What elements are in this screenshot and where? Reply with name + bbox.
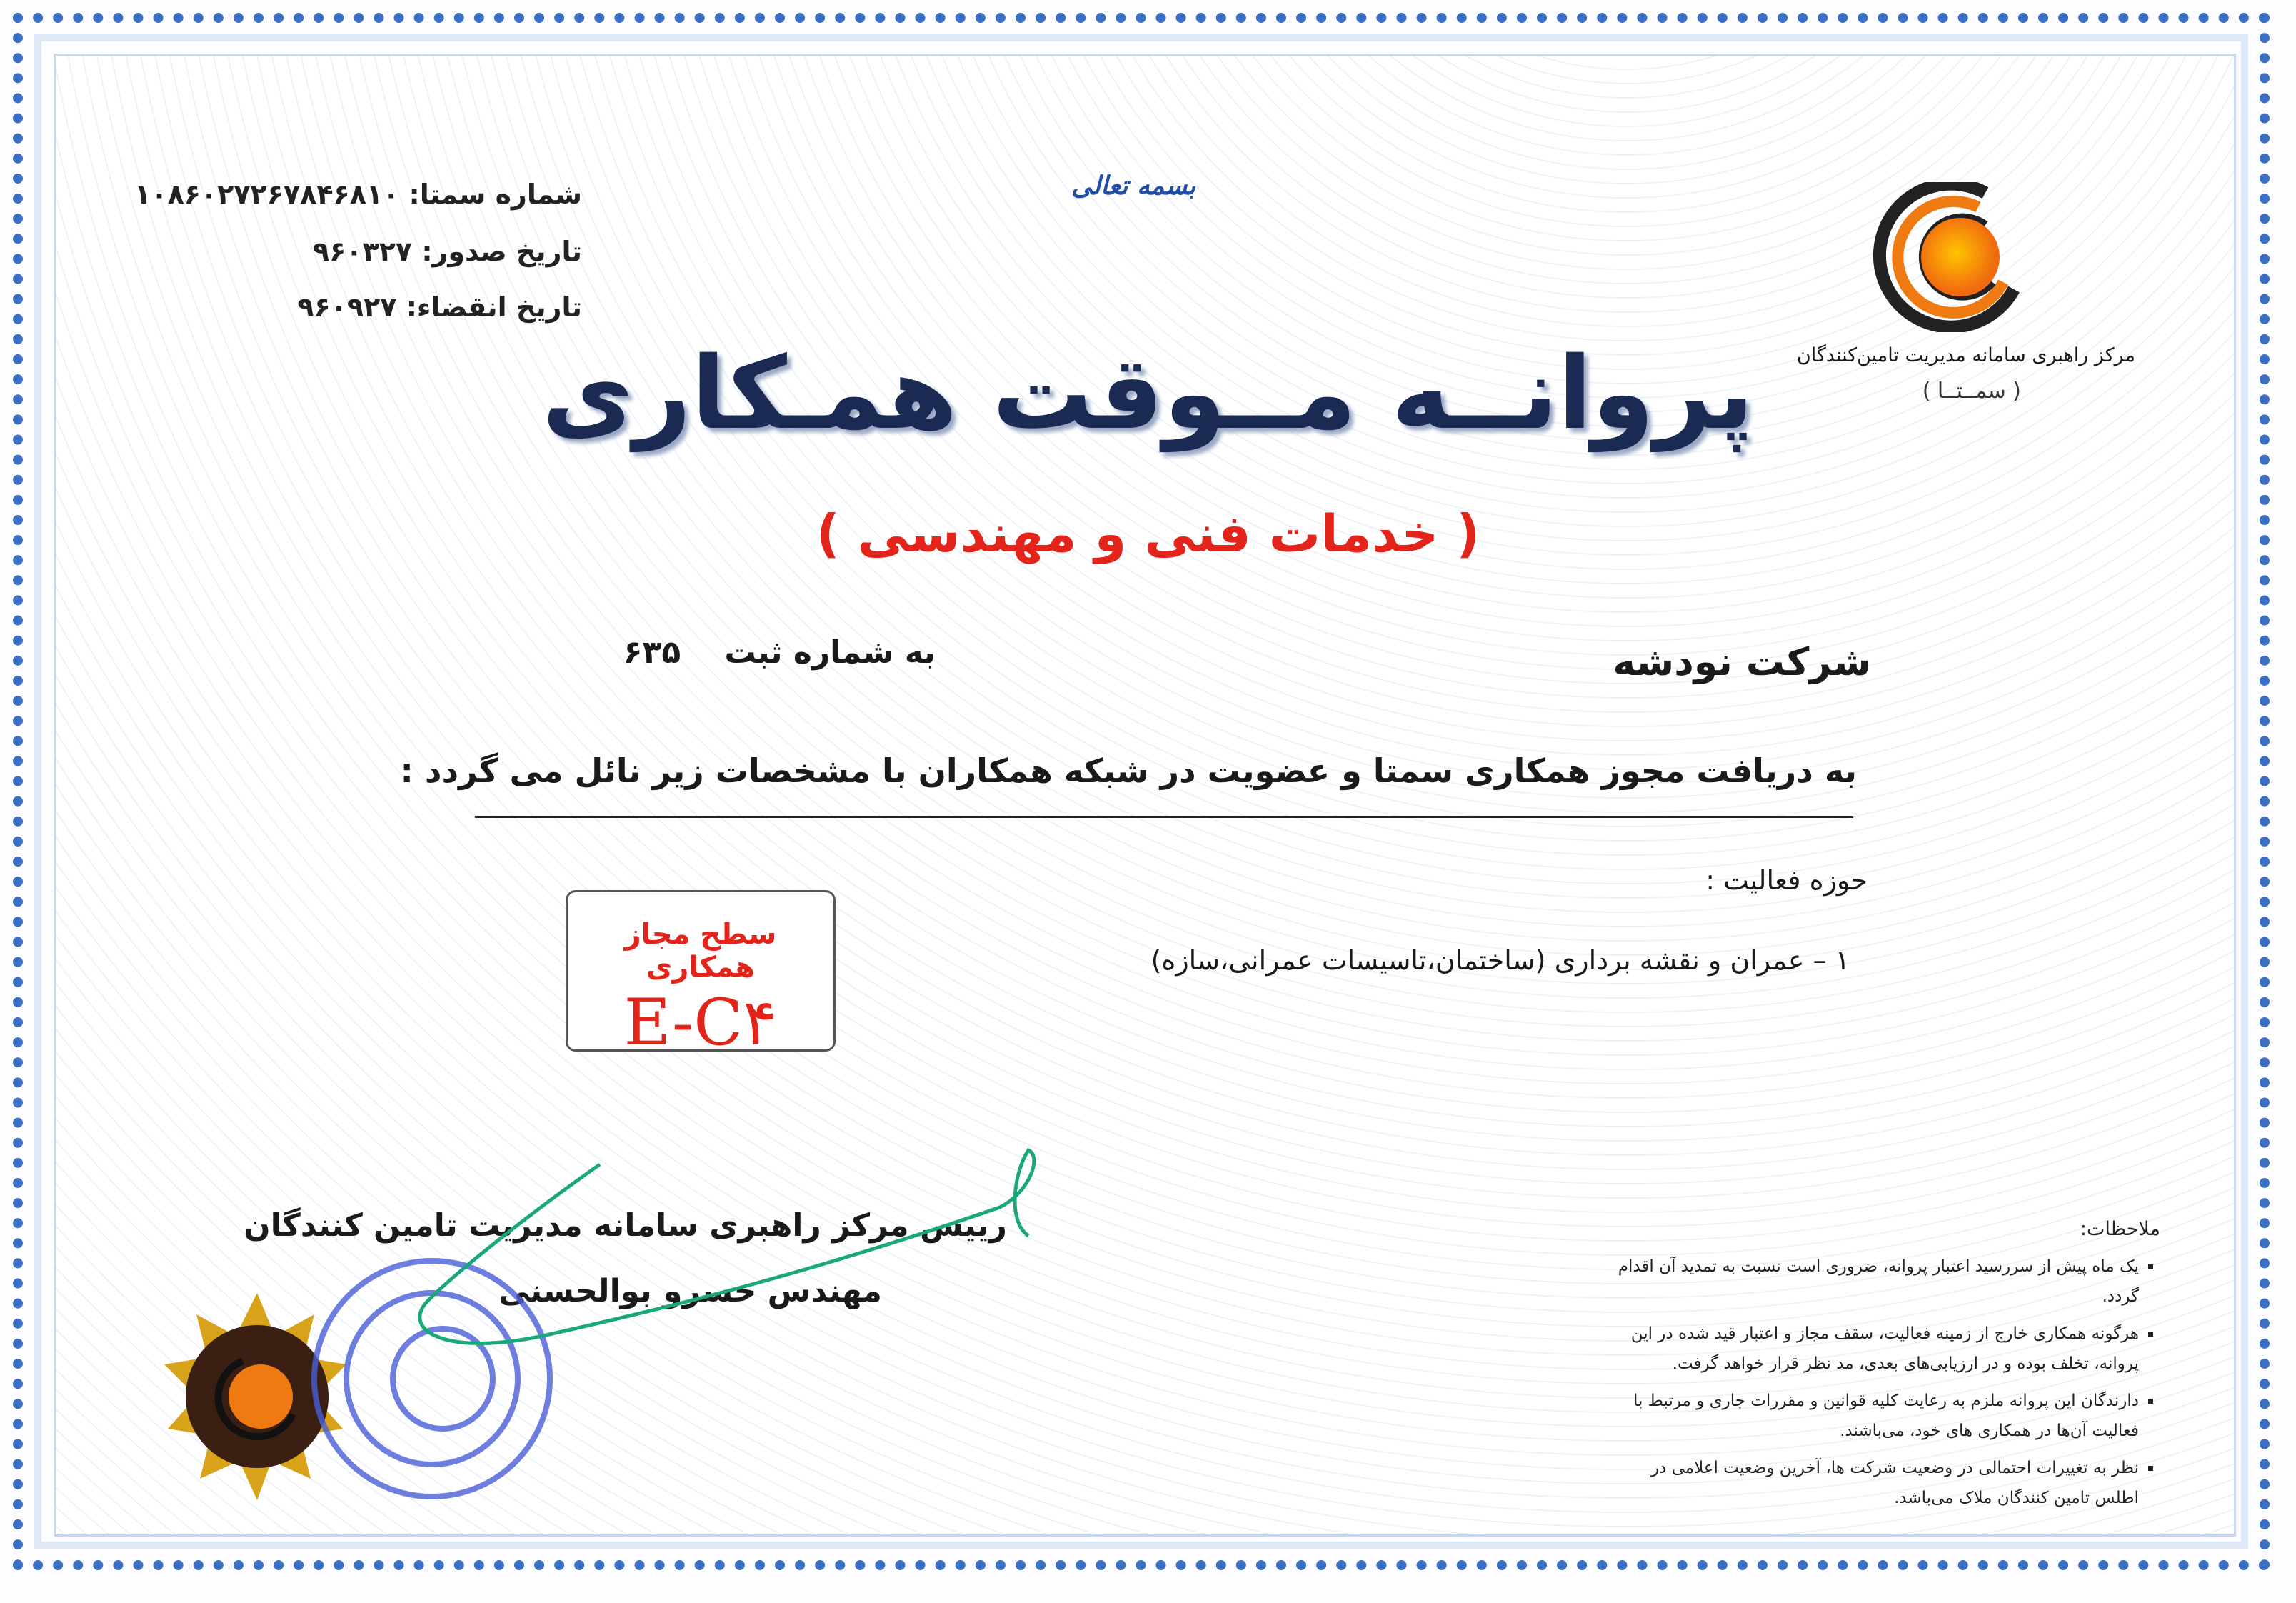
note-item: ▪ یک ماه پیش از سررسید اعتبار پروانه، ضروری است نسبت به تمدید آن اقدام گردد. bbox=[1618, 1252, 2139, 1312]
logo-org-abbr: ( سمــتــا ) bbox=[1922, 379, 2021, 404]
signature-and-seals bbox=[100, 1129, 1136, 1500]
samta-logo-icon bbox=[1871, 182, 2028, 332]
notes-section bbox=[1618, 1214, 2160, 1520]
expiry-date bbox=[297, 291, 582, 323]
award-statement: به دریافت مجوز همکاری سمتا و عضویت در شبکه همکاران با مشخصات زیر نائل می گردد : bbox=[400, 751, 1857, 790]
statement-underline bbox=[475, 816, 1853, 818]
certificate-title: پروانــه مــوقت همـکاری bbox=[541, 336, 1755, 452]
registration-number: ۶۳۵ bbox=[623, 634, 681, 671]
issue-date bbox=[313, 236, 582, 267]
company-name: شرکت نودشه bbox=[1613, 639, 1871, 684]
signatory-position: رییس مرکز راهبری سامانه مدیریت تامین کنندگان bbox=[244, 1207, 1007, 1244]
activity-item: ۱ – عمران و نقشه برداری (ساختمان،تاسیسات عمرانی،سازه) bbox=[1150, 944, 1850, 976]
company-registration bbox=[623, 634, 936, 671]
note-item: ▪ دارندگان این پروانه ملزم به رعایت کلیه قوانین و مقررات جاری و مرتبط با فعالیت آن‌ها در همکاری های خود، می‌باشند. bbox=[1618, 1386, 2139, 1446]
signatory-name: مهندس خسرو بوالحسنی bbox=[498, 1273, 882, 1309]
permitted-level-box bbox=[566, 890, 836, 1060]
logo-org-name: مرکز راهبری سامانه مدیریت تامین‌کنندگان bbox=[1796, 344, 2135, 366]
expiry-date-label: تاریخ انقضاء: bbox=[406, 291, 582, 323]
expiry-date-value: ۹۶۰۹۲۷ bbox=[297, 291, 397, 323]
invocation: بسمه تعالی bbox=[1071, 171, 1196, 201]
certificate-subtitle: ( خدمات فنی و مهندسی ) bbox=[816, 504, 1480, 564]
note-item: ▪ نظر به تغییرات احتمالی در وضعیت شرکت ها، آخرین وضعیت اعلامی در اطلس تامین کنندگان ملاک می‌باشد. bbox=[1618, 1453, 2139, 1513]
level-box-title: سطح مجاز همکاری bbox=[624, 918, 777, 984]
signature-stroke bbox=[420, 1150, 1034, 1343]
note-item: ▪ هرگونه همکاری خارج از زمینه فعالیت، سقف مجاز و اعتبار قید شده در این پروانه، تخلف بوده و در ارزیابی‌های بعدی، مد نظر قرار خواهد گرفت. bbox=[1618, 1319, 2139, 1379]
issue-date-value: ۹۶۰۳۲۷ bbox=[312, 236, 413, 267]
notes-title: ملاحظات: bbox=[2080, 1218, 2160, 1240]
gold-seal-icon bbox=[164, 1293, 346, 1500]
samta-number-value: ۱۰۸۶۰۲۷۲۶۷۸۴۶۸۱۰ bbox=[134, 179, 400, 210]
level-box-value: E-C۴ bbox=[623, 985, 778, 1060]
registration-label: به شماره ثبت bbox=[724, 634, 936, 671]
samta-number bbox=[134, 179, 582, 210]
activity-label: حوزه فعالیت : bbox=[1705, 864, 1868, 896]
samta-number-label: شماره سمتا: bbox=[408, 179, 582, 210]
issue-date-label: تاریخ صدور: bbox=[421, 236, 582, 267]
